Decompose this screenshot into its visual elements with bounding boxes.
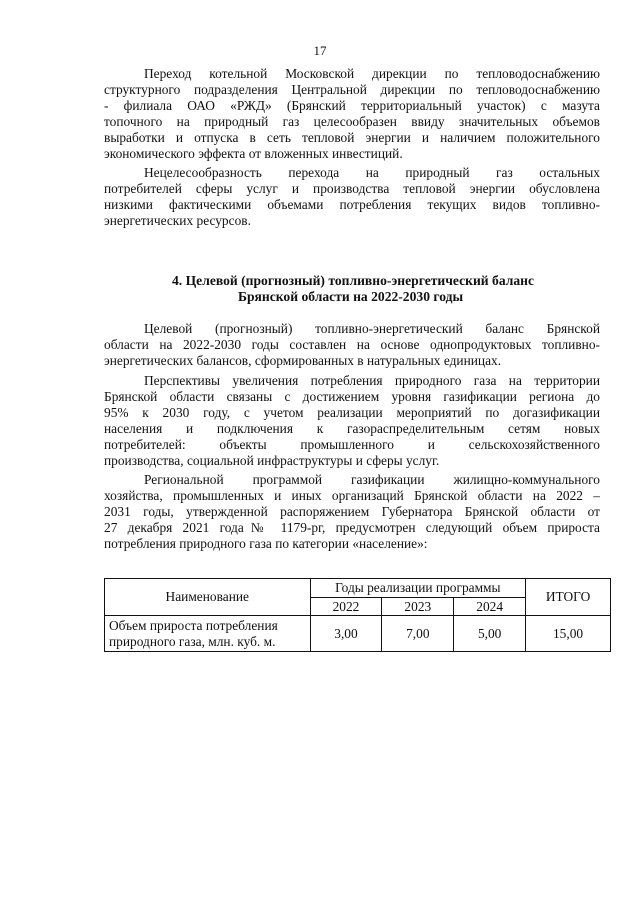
text-line: области на 2022-2030 годы составлен на основе однопродуктовых топливно- bbox=[104, 337, 600, 352]
text-line: 2031 годы, утвержденной распоряжением Губернатора Брянской области от bbox=[104, 504, 600, 519]
text-line: - филиала ОАО «РЖД» (Брянский территориальный участок) с мазута bbox=[104, 98, 600, 113]
table-header-total: ИТОГО bbox=[526, 579, 611, 616]
text-line: 95% к 2030 году, с учетом реализации мероприятий по догазификации bbox=[104, 405, 600, 420]
text-line: потребления природного газа по категории «население»: bbox=[104, 536, 428, 551]
text-line: топочного на природный газ целесообразен ввиду значительных объемов bbox=[104, 114, 600, 129]
gas-consumption-table bbox=[104, 578, 611, 652]
text-line: Переход котельной Московской дирекции по тепловодоснабжению bbox=[144, 66, 600, 81]
table-cell-total: 15,00 bbox=[526, 616, 611, 652]
section-heading-line-2: Брянской области на 2022-2030 годы bbox=[238, 289, 464, 304]
text-line: структурного подразделения Центральной дирекции по тепловодоснабжению bbox=[104, 82, 600, 97]
text-line: Целевой (прогнозный) топливно-энергетический баланс Брянской bbox=[144, 321, 600, 336]
text-line: Региональной программой газификации жилищно-коммунального bbox=[144, 472, 600, 487]
text-line: Нецелесообразность перехода на природный газ остальных bbox=[144, 165, 600, 180]
text-line: низкими фактическими объемами потребления текущих видов топливно- bbox=[104, 197, 600, 212]
text-line: энергетических ресурсов. bbox=[104, 213, 251, 228]
section-heading-line-1: 4. Целевой (прогнозный) топливно-энергетический баланс bbox=[172, 273, 535, 288]
text-line: потребителей сферы услуг и производства тепловой энергии обусловлена bbox=[104, 181, 600, 196]
table-cell-value: 7,00 bbox=[382, 616, 454, 652]
table-cell-value: 5,00 bbox=[454, 616, 526, 652]
text-line: выработки и отпуска в сеть тепловой энергии и наличием положительного bbox=[104, 130, 600, 145]
text-line: 27 декабря 2021 года№ 1179-рг, предусмотрен следующий объем прироста bbox=[104, 520, 600, 535]
table-cell-name bbox=[105, 616, 311, 652]
text-line: населения и подключения к газораспределительным сетям новых bbox=[104, 421, 600, 436]
text-line: хозяйства, промышленных и иных организаций Брянской области на 2022 – bbox=[104, 488, 600, 503]
table-header-year: 2023 bbox=[382, 598, 454, 616]
table-header-year: 2022 bbox=[310, 598, 382, 616]
text-line: экономического эффекта от вложенных инвестиций. bbox=[104, 146, 403, 161]
text-line: Перспективы увеличения потребления природного газа на территории bbox=[144, 373, 600, 388]
table-cell-value: 3,00 bbox=[310, 616, 382, 652]
table-row bbox=[105, 616, 611, 652]
text-line: Брянской области связаны с достижением уровня газификации региона до bbox=[104, 389, 600, 404]
text-line: производства, социальной инфраструктуры и сферы услуг. bbox=[104, 453, 440, 468]
table-cell-name-line: природного газа, млн. куб. м. bbox=[109, 633, 276, 649]
text-line: энергетических балансов, сформированных в натуральных единицах. bbox=[104, 353, 502, 368]
table-header-year: 2024 bbox=[454, 598, 526, 616]
table-header-name: Наименование bbox=[105, 579, 311, 616]
page-number: 17 bbox=[313, 43, 327, 58]
table-cell-name-line: Объем прироста потребления bbox=[109, 618, 278, 633]
table-header-years: Годы реализации программы bbox=[310, 579, 526, 598]
text-line: потребителей: объекты промышленного и сельскохозяйственного bbox=[104, 437, 600, 452]
